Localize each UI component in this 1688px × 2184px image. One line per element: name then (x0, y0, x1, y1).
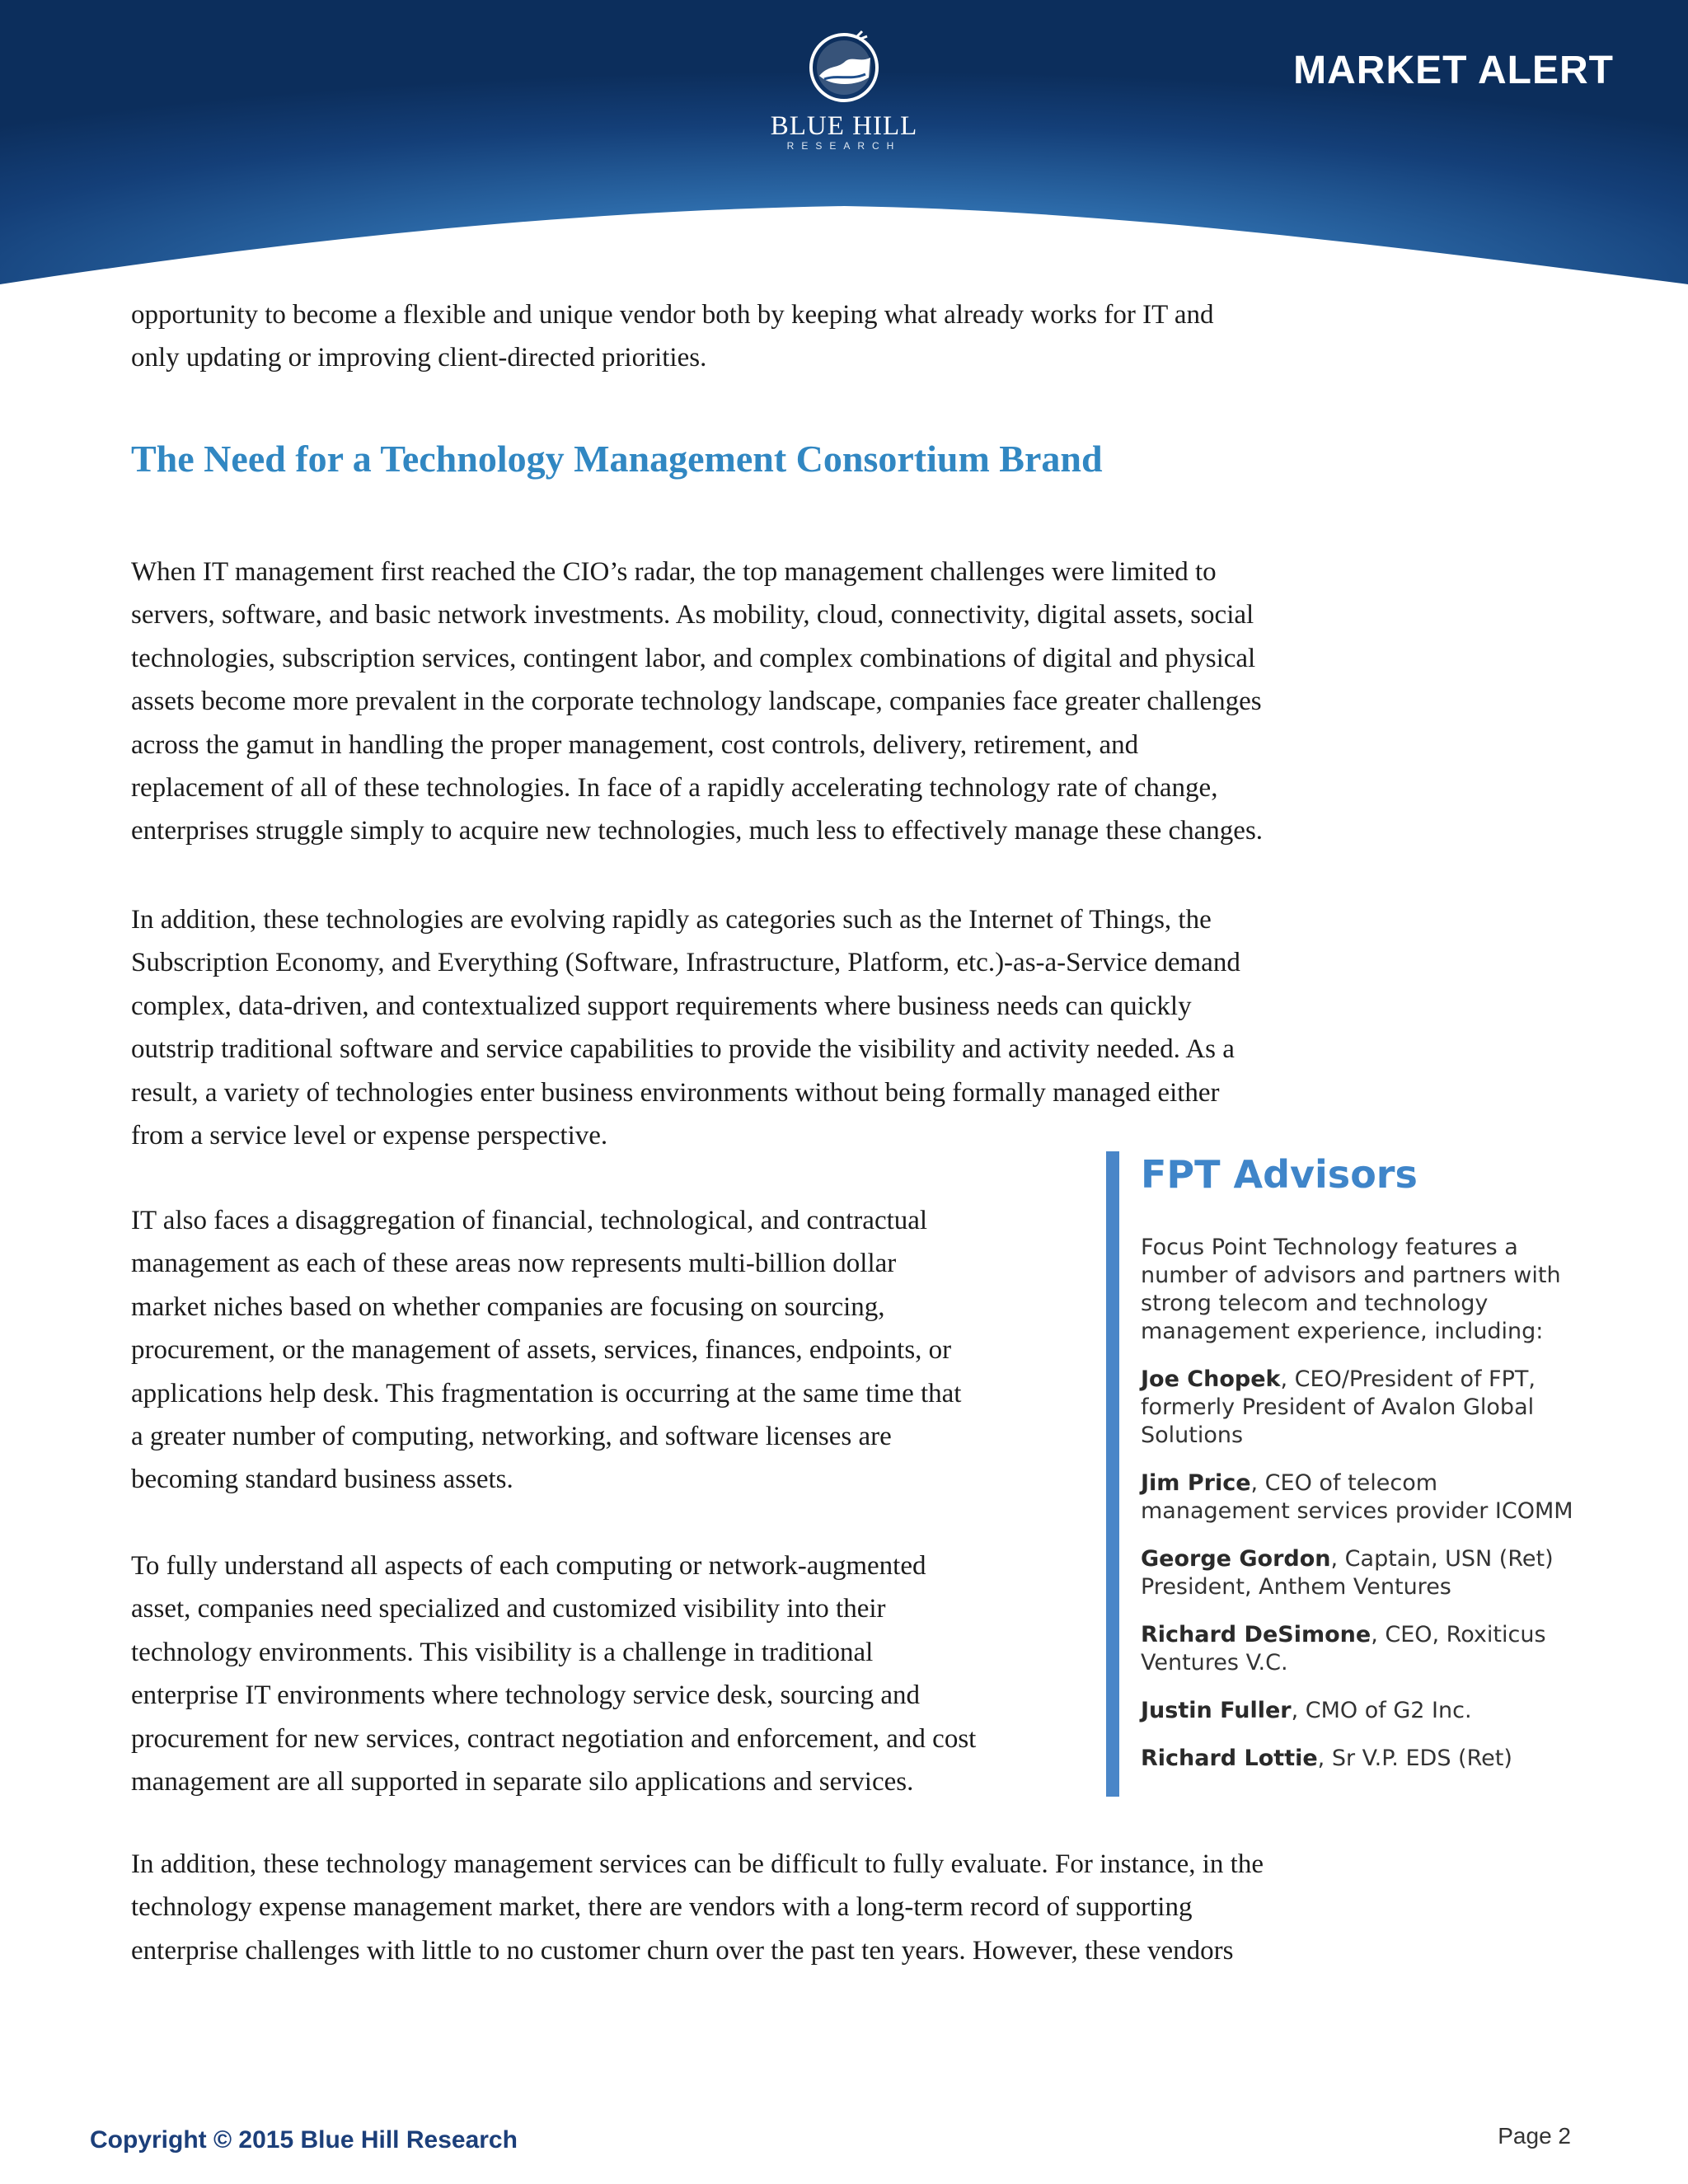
advisor-desc: President, Anthem Ventures (1141, 1574, 1451, 1600)
sidebar-title: FPT Advisors (1141, 1152, 1418, 1197)
text-line: technology environments. This visibility is a challenge in traditional (131, 1637, 874, 1667)
text-line: procurement, or the management of assets, services, finances, endpoints, or (131, 1335, 952, 1366)
text-line: number of advisors and partners with (1141, 1263, 1561, 1288)
advisor-desc: formerly President of Avalon Global (1141, 1394, 1535, 1420)
text-line: result, a variety of technologies enter business environments without being formally managed either (131, 1077, 1220, 1108)
blue-hill-logo (762, 28, 926, 152)
text-line: asset, companies need specialized and customized visibility into their (131, 1594, 886, 1624)
text-line: becoming standard business assets. (131, 1465, 513, 1495)
text-line: from a service level or expense perspective. (131, 1121, 608, 1151)
advisor-entry (1141, 1745, 1667, 1773)
advisor-entry (1141, 1621, 1667, 1677)
advisor-name: George Gordon (1141, 1546, 1331, 1572)
text-line: a greater number of computing, networking, and software licenses are (131, 1422, 892, 1452)
advisor-name: Justin Fuller (1141, 1698, 1292, 1723)
text-line: To fully understand all aspects of each computing or network-augmented (131, 1551, 926, 1581)
text-line: outstrip traditional software and service capabilities to provide the visibility and activity needed. As a (131, 1034, 1235, 1065)
advisor-desc: , Sr V.P. EDS (Ret) (1317, 1746, 1512, 1771)
page-number: Page 2 (1498, 2123, 1571, 2149)
advisor-desc: management services provider ICOMM (1141, 1498, 1573, 1524)
text-line: replacement of all of these technologies. In face of a rapidly accelerating technology rate of change, (131, 773, 1218, 804)
advisor-desc: Solutions (1141, 1422, 1244, 1448)
advisor-entry (1141, 1469, 1667, 1526)
advisor-name: Richard Lottie (1141, 1746, 1318, 1771)
paragraph-2 (131, 898, 1240, 1157)
advisor-desc: , CMO of G2 Inc. (1291, 1698, 1472, 1723)
text-line: market niches based on whether companies are focusing on sourcing, (131, 1291, 885, 1322)
text-line: Subscription Economy, and Everything (Software, Infrastructure, Platform, etc.)-as-a-Service demand (131, 948, 1240, 978)
intro-paragraph (131, 293, 1214, 380)
text-line: servers, software, and basic network investments. As mobility, cloud, connectivity, digital assets, social (131, 600, 1254, 630)
advisor-name: Joe Chopek (1141, 1366, 1281, 1392)
advisor-desc: , CEO/President of FPT, (1280, 1366, 1536, 1392)
text-line: opportunity to become a flexible and unique vendor both by keeping what already works for IT and (131, 300, 1214, 330)
text-line: applications help desk. This fragmentation is occurring at the same time that (131, 1378, 962, 1408)
market-alert-label: MARKET ALERT (1293, 49, 1614, 92)
text-line: only updating or improving client-directed priorities. (131, 343, 707, 373)
advisor-name: Richard DeSimone (1141, 1622, 1372, 1647)
text-line: enterprise challenges with little to no customer churn over the past ten years. However, these vendors (131, 1935, 1234, 1966)
logo-name: BLUE HILL (770, 111, 918, 141)
advisor-name: Jim Price (1141, 1470, 1251, 1496)
paragraph-1 (131, 551, 1263, 853)
page-header (0, 0, 1688, 297)
text-line: IT also faces a disaggregation of financial, technological, and contractual (131, 1206, 928, 1235)
footer-copyright: Copyright © 2015 Blue Hill Research (90, 2126, 518, 2154)
advisor-desc: Ventures V.C. (1141, 1650, 1288, 1675)
globe-icon (804, 28, 884, 107)
paragraph-4 (131, 1544, 976, 1803)
advisor-desc: , CEO, Roxiticus (1371, 1622, 1546, 1647)
text-line: enterprises struggle simply to acquire new technologies, much less to effectively manage these changes. (131, 816, 1264, 846)
advisor-desc: , Captain, USN (Ret) (1330, 1546, 1554, 1572)
text-line: across the gamut in handling the proper management, cost controls, delivery, retirement, and (131, 729, 1139, 760)
logo-subtitle: RESEARCH (786, 140, 902, 152)
paragraph-3 (131, 1199, 961, 1502)
section-heading: The Need for a Technology Management Consortium Brand (131, 438, 1103, 480)
text-line: technologies, subscription services, contingent labor, and complex combinations of digital and physical (131, 643, 1256, 673)
text-line: strong telecom and technology (1141, 1291, 1489, 1316)
sidebar-intro (1141, 1234, 1667, 1346)
text-line: assets become more prevalent in the corporate technology landscape, companies face greater challenges (131, 687, 1262, 717)
text-line: management as each of these areas now represents multi-billion dollar (131, 1249, 897, 1279)
text-line: In addition, these technologies are evolving rapidly as categories such as the Internet of Things, the (131, 905, 1212, 935)
text-line: complex, data-driven, and contextualized support requirements where business needs can quickly (131, 991, 1192, 1021)
advisor-entry (1141, 1697, 1667, 1725)
paragraph-5 (131, 1843, 1264, 1972)
text-line: technology expense management market, there are vendors with a long-term record of supporting (131, 1892, 1193, 1923)
text-line: Focus Point Technology features a (1141, 1235, 1518, 1260)
text-line: enterprise IT environments where technology service desk, sourcing and (131, 1680, 920, 1711)
text-line: procurement for new services, contract negotiation and enforcement, and cost (131, 1723, 977, 1754)
text-line: management are all supported in separate silo applications and services. (131, 1767, 914, 1797)
fpt-advisors-sidebar (1106, 1151, 1667, 1797)
text-line: When IT management first reached the CIO’s radar, the top management challenges were limited to (131, 557, 1217, 587)
advisor-entry (1141, 1545, 1667, 1601)
text-line: In addition, these technology management services can be difficult to fully evaluate. For instance, in the (131, 1849, 1264, 1879)
advisor-desc: , CEO of telecom (1250, 1470, 1438, 1496)
text-line: management experience, including: (1141, 1319, 1544, 1344)
advisor-entry (1141, 1366, 1667, 1450)
